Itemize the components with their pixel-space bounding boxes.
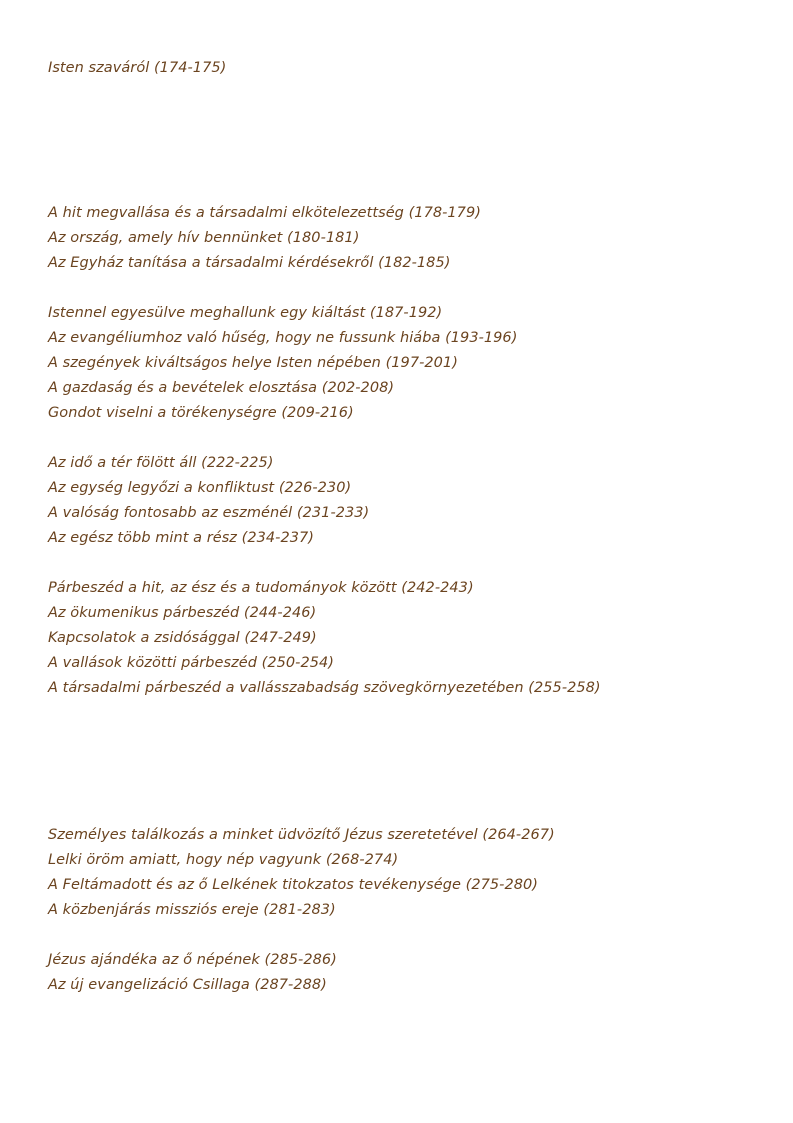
toc-entry[interactable]: Az ország, amely hív bennünket (180-181) [48,230,360,246]
section-spacer [48,923,555,948]
toc-entry[interactable]: Istennel egyesülve meghallunk egy kiáltást (187-192) [48,305,443,321]
toc-entry[interactable]: Az idő a tér fölött áll (222-225) [48,455,274,471]
toc-group-2 [48,201,601,701]
toc-entry[interactable]: A gazdaság és a bevételek elosztása (202-208) [48,380,395,396]
toc-entry[interactable]: Az evangéliumhoz való hűség, hogy ne fussunk hiába (193-196) [48,330,518,346]
toc-group-3 [48,823,555,998]
toc-entry[interactable]: Jézus ajándéka az ő népének (285-286) [48,952,337,968]
toc-entry[interactable]: Az új evangelizáció Csillaga (287-288) [48,977,327,993]
toc-entry[interactable]: Kapcsolatok a zsidósággal (247-249) [48,630,317,646]
toc-entry[interactable]: Párbeszéd a hit, az ész és a tudományok között (242-243) [48,580,474,596]
toc-entry[interactable]: Az egész több mint a rész (234-237) [48,530,314,546]
toc-entry[interactable]: Lelki öröm amiatt, hogy nép vagyunk (268-274) [48,852,399,868]
toc-entry[interactable]: Az ökumenikus párbeszéd (244-246) [48,605,317,621]
toc-entry[interactable]: A Feltámadott és az ő Lelkének titokzatos tevékenysége (275-280) [48,877,538,893]
toc-entry[interactable]: A közbenjárás missziós ereje (281-283) [48,902,336,918]
toc-entry[interactable]: Az egység legyőzi a konfliktust (226-230) [48,480,352,496]
toc-entry[interactable]: Az Egyház tanítása a társadalmi kérdésekről (182-185) [48,255,451,271]
toc-entry[interactable]: Gondot viselni a törékenységre (209-216) [48,405,354,421]
toc-entry[interactable]: Isten szaváról (174-175) [48,60,227,76]
toc-group-1 [48,56,226,81]
toc-entry[interactable]: A hit megvallása és a társadalmi elkötelezettség (178-179) [48,205,481,221]
section-spacer [48,426,601,451]
section-spacer [48,551,601,576]
toc-entry[interactable]: A valóság fontosabb az eszménél (231-233) [48,505,370,521]
toc-entry[interactable]: Személyes találkozás a minket üdvözítő Jézus szeretetével (264-267) [48,827,555,843]
section-spacer [48,276,601,301]
toc-entry[interactable]: A vallások közötti párbeszéd (250-254) [48,655,335,671]
toc-entry[interactable]: A szegények kiváltságos helye Isten népében (197-201) [48,355,458,371]
toc-entry[interactable]: A társadalmi párbeszéd a vallásszabadság szövegkörnyezetében (255-258) [48,680,601,696]
